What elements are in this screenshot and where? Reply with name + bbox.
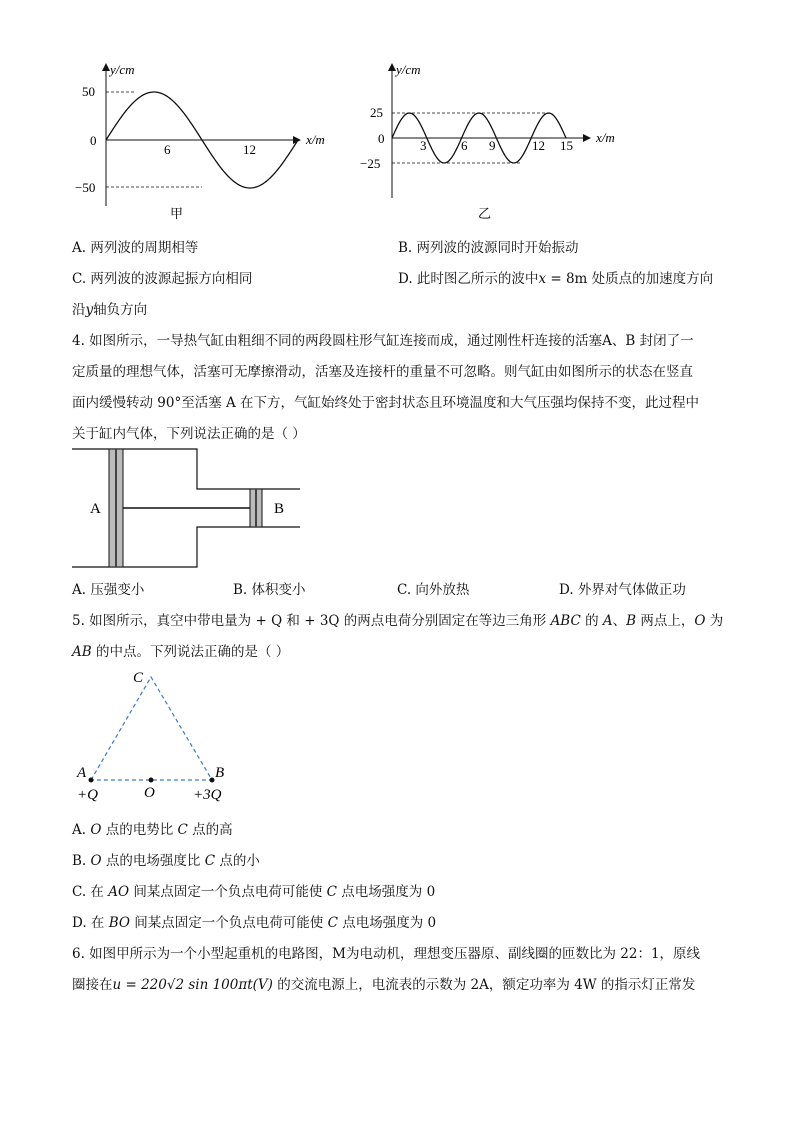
text: 圈接在 (72, 977, 113, 993)
var: AB (72, 644, 92, 660)
var: B (626, 613, 637, 629)
q4-stem-line-4: 关于缸内气体，下列说法正确的是（ ） (72, 426, 306, 442)
q5-stem-line-1 (72, 609, 723, 629)
q6-stem-line-1: 6. 如图甲所示为一个小型起重机的电路图，M为电动机，理想变压器原、副线圈的匝数比为 22：1，原线 (72, 946, 701, 962)
var: BO (108, 915, 130, 931)
point-o (149, 778, 154, 783)
text: B. (72, 853, 91, 869)
q3-option-c[interactable]: C. 两列波的波源起振方向相同 (72, 271, 253, 287)
caption-jia: 甲 (170, 206, 184, 221)
var: AO (108, 884, 130, 900)
text: 间某点固定一个负点电荷可能使 (129, 884, 327, 900)
q4-option-a[interactable]: A. 压强变小 (72, 582, 145, 598)
tick-y-bottom: −50 (75, 180, 96, 195)
var: O (694, 613, 706, 629)
text: 点的小 (215, 853, 260, 869)
formula: u = 220√2 sin 100πt(V) (112, 977, 273, 993)
text: 两点上， (636, 613, 695, 629)
text: D. 在 (72, 915, 109, 931)
text: 5. 如图所示，真空中带电量为 + Q 和 + 3Q 的两点电荷分别固定在等边三角形 (72, 613, 551, 629)
wave-graph-a (60, 56, 330, 226)
label-a: A (77, 765, 87, 781)
label-b: B (274, 501, 285, 517)
q3-option-d-continued (72, 298, 147, 318)
tick-y-top: 25 (370, 105, 383, 120)
label-a: A (90, 501, 101, 517)
label-o: O (144, 785, 155, 801)
q4-stem-line-2: 定质量的理想气体，活塞可无摩擦滑动，活塞及连接杆的重量不可忽略。则气缸由如图所示的状态在竖直 (72, 364, 693, 380)
text: A. (72, 822, 91, 838)
q3-option-d-var: x (538, 271, 547, 287)
triangle-diagram (72, 664, 242, 806)
q4-stem-line-3: 面内缓慢转动 90°至活塞 A 在下方，气缸始终处于密封状态且环境温度和大气压强均保持不变，此过程中 (72, 395, 700, 411)
text: 点的电场强度比 (101, 853, 205, 869)
var-y: y (85, 302, 94, 318)
text: 为 (705, 613, 724, 629)
q6-stem-line-2 (72, 973, 695, 993)
text: 轴负方向 (93, 302, 148, 318)
text: C. 在 (72, 884, 109, 900)
text: 间某点固定一个负点电荷可能使 (129, 915, 328, 931)
x-axis-label: x/m (306, 132, 325, 147)
q3-option-b[interactable]: B. 两列波的波源同时开始振动 (398, 240, 579, 256)
q3-option-d-post: = 8m 处质点的加速度方向 (546, 271, 714, 287)
var: C (204, 853, 216, 869)
q4-stem-line-1: 4. 如图所示，一导热气缸由粗细不同的两段圆柱形气缸连接而成，通过刚性杆连接的活塞A、B 封闭了一 (72, 333, 694, 349)
q3-option-d[interactable] (398, 267, 713, 287)
tick-x-12: 12 (532, 138, 545, 153)
text: 的 (580, 613, 603, 629)
text: 的交流电源上，电流表的示数为 2A，额定功率为 4W 的指示灯正常发 (272, 977, 696, 993)
text: 点电场强度为 0 (337, 884, 436, 900)
triangle-abc (91, 677, 212, 780)
q5-option-a[interactable] (72, 818, 233, 838)
var: C (327, 915, 338, 931)
var: C (326, 884, 337, 900)
q4-option-d[interactable]: D. 外界对气体做正功 (559, 582, 686, 598)
var: A (602, 613, 613, 629)
y-axis-label: y/cm (396, 62, 421, 77)
q5-stem-line-2 (72, 640, 289, 660)
var: ABC (550, 613, 581, 629)
text: 、 (612, 613, 627, 629)
tick-y-top: 50 (82, 84, 95, 99)
tick-y-bottom: −25 (360, 156, 381, 171)
caption-yi: 乙 (478, 206, 492, 221)
q5-option-d[interactable] (72, 911, 436, 931)
text: 的中点。下列说法正确的是（ ） (91, 644, 290, 660)
tick-x-6: 6 (164, 142, 171, 157)
wave-graph-b (350, 56, 640, 226)
q3-option-a[interactable]: A. 两列波的周期相等 (72, 240, 199, 256)
tick-x-3: 3 (420, 138, 427, 153)
text: 点电场强度为 0 (337, 915, 437, 931)
tick-x-6: 6 (461, 138, 468, 153)
text: 点的高 (187, 822, 233, 838)
point-a (89, 778, 94, 783)
q4-option-c[interactable]: C. 向外放热 (397, 582, 470, 598)
label-b: B (215, 765, 225, 781)
tick-x-12: 12 (243, 142, 256, 157)
q5-option-b[interactable] (72, 849, 260, 869)
x-axis-label: x/m (596, 130, 615, 145)
point-b (210, 778, 215, 783)
charge-a: +Q (77, 787, 98, 803)
tick-x-9: 9 (489, 138, 496, 153)
tick-origin: 0 (90, 133, 97, 148)
var: O (90, 822, 102, 838)
tick-origin: 0 (378, 131, 385, 146)
tick-x-15: 15 (560, 138, 573, 153)
text: 点的电势比 (101, 822, 178, 838)
charge-b: +3Q (193, 787, 222, 803)
var: O (90, 853, 102, 869)
q5-option-c[interactable] (72, 880, 435, 900)
label-c: C (133, 670, 144, 686)
var: C (177, 822, 188, 838)
y-axis-label: y/cm (110, 62, 135, 77)
text: 沿 (72, 302, 86, 318)
q3-option-d-pre: D. 此时图乙所示的波中 (398, 271, 539, 287)
cylinder-diagram (72, 448, 312, 570)
q4-option-b[interactable]: B. 体积变小 (233, 582, 306, 598)
